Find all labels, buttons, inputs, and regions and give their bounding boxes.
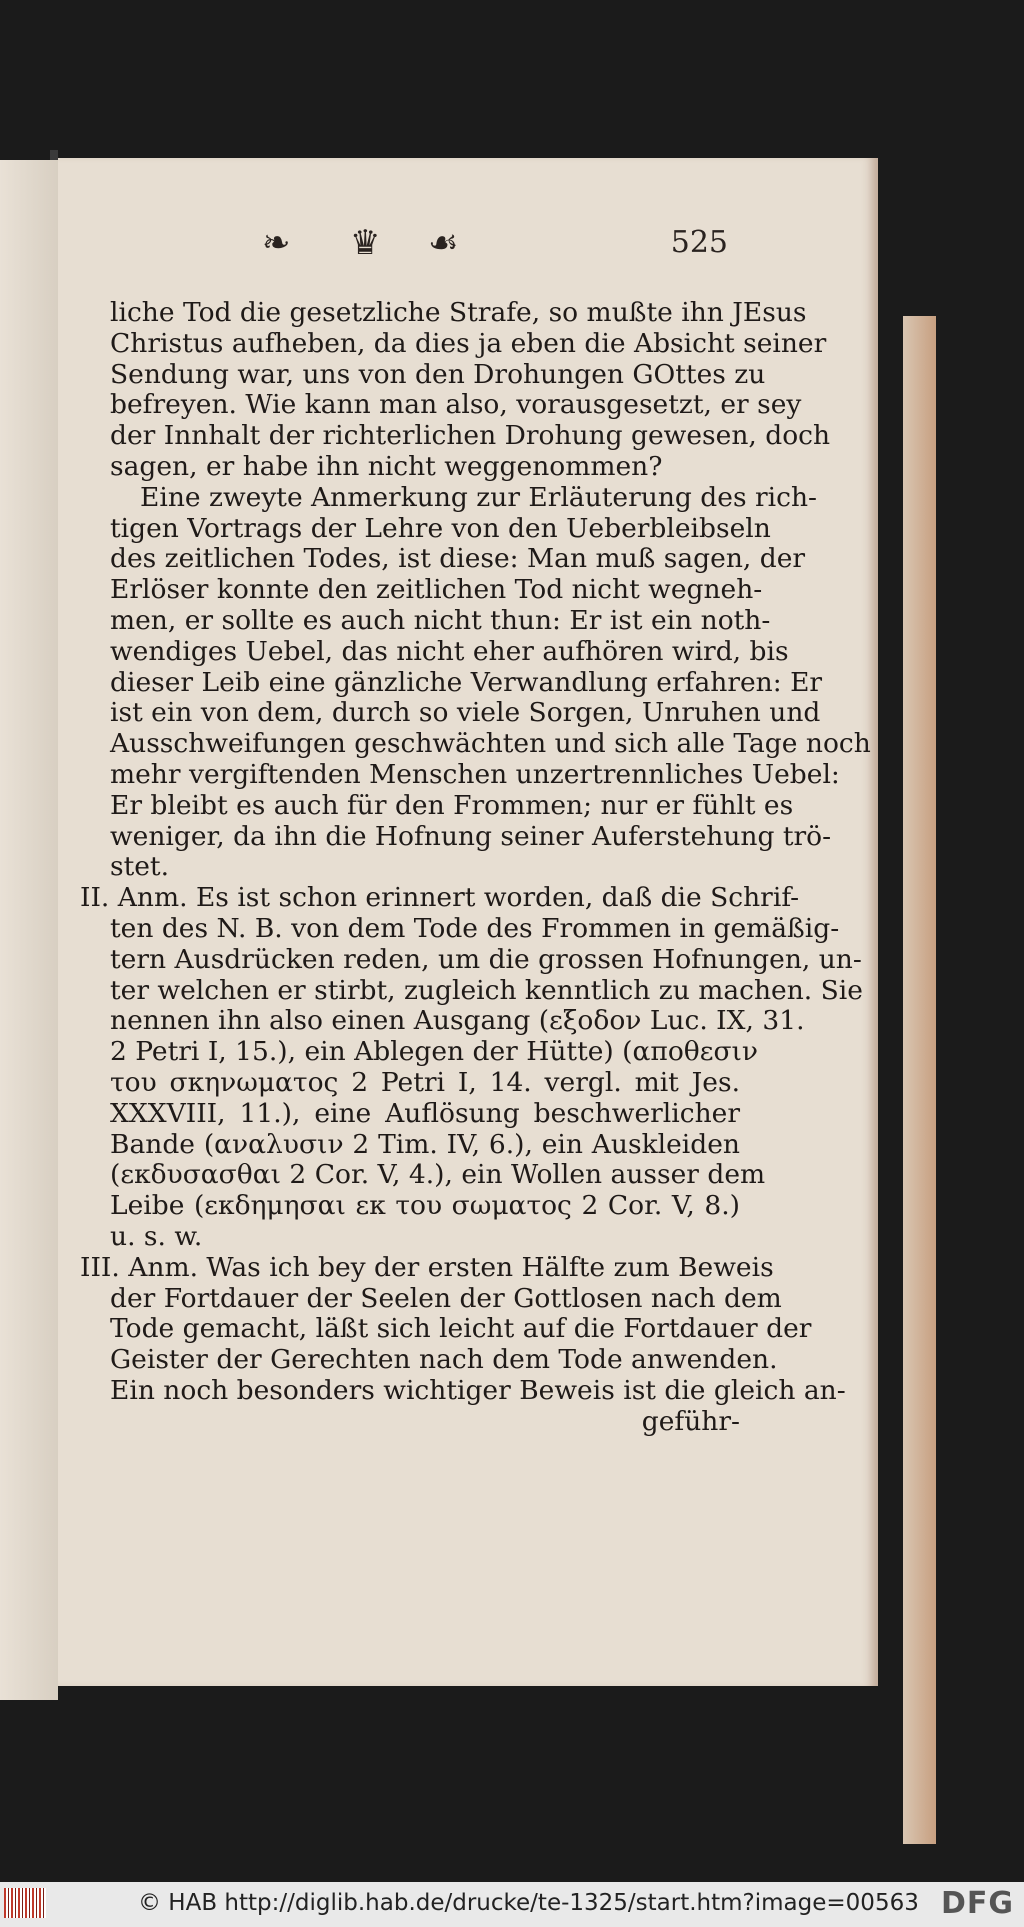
text-line: ist ein von dem, durch so viele Sorgen, Unruhen und	[110, 697, 821, 729]
ornament-right-icon: ☙	[428, 223, 459, 263]
text-line: Leibe (εκδημησαι εκ του σωματος 2 Cor. V, 8.)	[110, 1190, 740, 1222]
text-line: der Innhalt der richterlichen Drohung gewesen, doch	[110, 420, 831, 452]
text-line: stet.	[110, 851, 170, 883]
text-line: wendiges Uebel, das nicht eher aufhören wird, bis	[110, 635, 789, 667]
text-line: dieser Leib eine gänzliche Verwandlung erfahren: Er	[110, 666, 823, 698]
page-right-edge	[903, 316, 936, 1844]
text-line: der Fortdauer der Seelen der Gottlosen nach dem	[110, 1282, 782, 1314]
text-line: ten des N. B. von dem Tode des Frommen in gemäßig-	[110, 912, 840, 944]
text-line: Erlöser konnte den zeitlichen Tod nicht wegneh-	[110, 574, 763, 606]
text-line: liche Tod die gesetzliche Strafe, so mußte ihn JEsus	[110, 297, 807, 328]
catchword: geführ-	[641, 1405, 740, 1437]
page-number: 525	[670, 225, 728, 260]
text-line: nennen ihn also einen Ausgang (εξοδον Luc. IX, 31.	[110, 1005, 805, 1037]
text-line: (εκδυσασθαι 2 Cor. V, 4.), ein Wollen ausser dem	[110, 1159, 766, 1191]
ornament-crown-icon: ♛	[350, 223, 381, 263]
text-line: Tode gemacht, läßt sich leicht auf die Fortdauer der	[110, 1313, 812, 1345]
text-line: Ausschweifungen geschwächten und sich alle Tage noch	[110, 728, 871, 760]
text-line: του σκηνωματος 2 Petri I, 14. vergl. mit Jes.	[110, 1066, 740, 1098]
text-line: Christus aufheben, da dies ja eben die Absicht seiner	[110, 327, 827, 359]
text-line: befreyen. Wie kann man also, vorausgesetzt, er sey	[110, 389, 802, 421]
text-line: mehr vergiftenden Menschen unzertrennliches Uebel:	[110, 758, 840, 790]
text-line: men, er sollte es auch nicht thun: Er ist ein noth-	[110, 604, 771, 636]
copyright-link[interactable]: © HAB http://diglib.hab.de/drucke/te-1325/start.htm?image=00563	[138, 1890, 919, 1916]
previous-page-edge	[0, 160, 58, 1700]
text-line: Bande (αναλυσιν 2 Tim. IV, 6.), ein Auskleiden	[110, 1128, 740, 1160]
book-page	[58, 158, 878, 1686]
text-line: ter welchen er stirbt, zugleich kenntlich zu machen. Sie	[110, 974, 863, 1006]
footer-bar	[0, 1882, 1024, 1927]
text-line: sagen, er habe ihn nicht weggenommen?	[110, 450, 663, 482]
text-line: Eine zweyte Anmerkung zur Erläuterung des rich-	[140, 481, 817, 513]
body-text	[80, 297, 871, 1437]
text-line: Sendung war, uns von den Drohungen GOttes zu	[110, 358, 766, 390]
text-line: III. Anm. Was ich bey der ersten Hälfte zum Beweis	[80, 1251, 774, 1283]
ornament-left-icon: ❧	[262, 223, 291, 263]
dfg-logo: DFG	[940, 1886, 1014, 1921]
text-line: weniger, da ihn die Hofnung seiner Auferstehung trö-	[110, 820, 832, 852]
text-line: Geister der Gerechten nach dem Tode anwenden.	[110, 1344, 778, 1376]
text-line: des zeitlichen Todes, ist diese: Man muß sagen, der	[110, 543, 806, 575]
text-line: tigen Vortrags der Lehre von den Ueberbleibseln	[110, 512, 771, 544]
text-line: II. Anm. Es ist schon erinnert worden, daß die Schrif-	[80, 882, 800, 914]
page-header	[58, 223, 878, 263]
text-line: 2 Petri I, 15.), ein Ablegen der Hütte) (αποθεσιν	[110, 1036, 759, 1068]
barcode-icon	[4, 1888, 46, 1918]
text-line: XXXVIII, 11.), eine Auflösung beschwerlicher	[110, 1097, 740, 1129]
text-line: Ein noch besonders wichtiger Beweis ist die gleich an-	[110, 1374, 846, 1406]
text-line: u. s. w.	[110, 1220, 203, 1252]
text-line: tern Ausdrücken reden, um die grossen Hofnungen, un-	[110, 943, 862, 975]
text-line: Er bleibt es auch für den Frommen; nur er fühlt es	[110, 789, 794, 821]
